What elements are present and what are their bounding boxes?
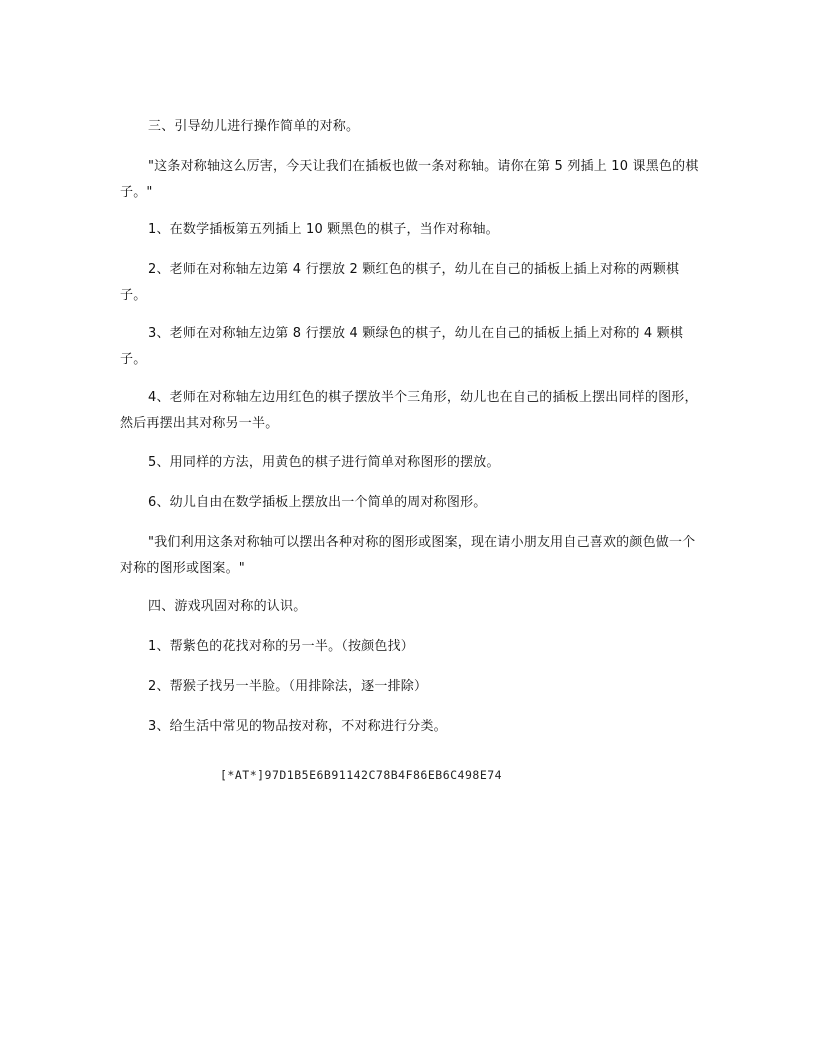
section-heading-3: 三、引导幼儿进行操作简单的对称。 — [148, 119, 360, 134]
paragraph-quote-2: "我们利用这条对称轴可以摆出各种对称的图形或图案，现在请小朋友用自己喜欢的颜色做一个对称的图形或图案。" — [120, 535, 696, 576]
list-item-3: 3、老师在对称轴左边第 8 行摆放 4 颗绿色的棋子，幼儿在自己的插板上插上对称的 4 颗棋子。 — [120, 326, 684, 367]
list-item-game-2: 2、帮猴子找另一半脸。（用排除法，逐一排除） — [148, 679, 428, 694]
paragraph-quote-1: "这条对称轴这么厉害，今天让我们在插板也做一条对称轴。请你在第 5 列插上 10 课黑色的棋子。" — [120, 159, 699, 200]
document-code: [*AT*]97D1B5E6B91142C78B4F86EB6C498E74 — [220, 768, 503, 782]
list-item-game-3: 3、给生活中常见的物品按对称，不对称进行分类。 — [148, 719, 447, 734]
list-item-game-1: 1、帮紫色的花找对称的另一半。（按颜色找） — [148, 639, 414, 654]
list-item-4: 4、老师在对称轴左边用红色的棋子摆放半个三角形，幼儿也在自己的插板上摆出同样的图形，然后再摆出其对称另一半。 — [120, 390, 698, 431]
list-item-2: 2、老师在对称轴左边第 4 行摆放 2 颗红色的棋子，幼儿在自己的插板上插上对称的两颗棋子。 — [120, 262, 680, 303]
list-item-1: 1、在数学插板第五列插上 10 颗黑色的棋子，当作对称轴。 — [148, 222, 499, 237]
list-item-6: 6、幼儿自由在数学插板上摆放出一个简单的周对称图形。 — [148, 495, 487, 510]
list-item-5: 5、用同样的方法，用黄色的棋子进行简单对称图形的摆放。 — [148, 455, 500, 470]
section-heading-4: 四、游戏巩固对称的认识。 — [148, 599, 307, 614]
